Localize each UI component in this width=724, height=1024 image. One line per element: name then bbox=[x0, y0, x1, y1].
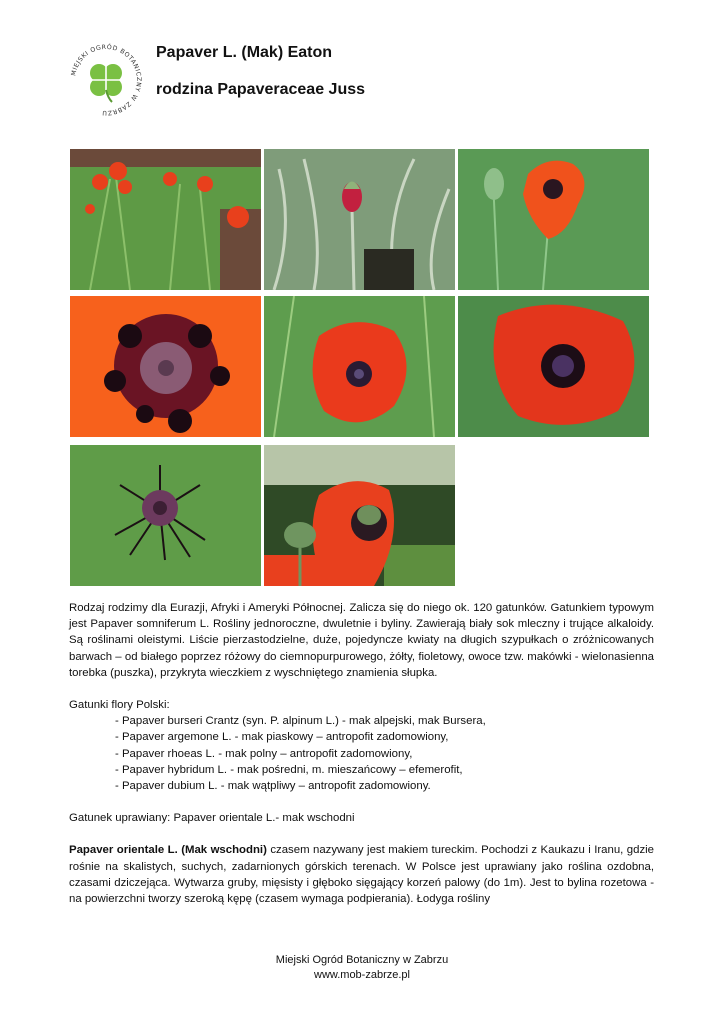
orientale-paragraph bbox=[69, 842, 654, 907]
photo-red-poppy-dark-center bbox=[458, 296, 649, 437]
list-item: - Papaver argemone L. - mak piaskowy – antropofit zadomowiony, bbox=[115, 731, 449, 744]
list-item: - Papaver burseri Crantz (syn. P. alpinum L.) - mak alpejski, mak Bursera, bbox=[115, 715, 486, 728]
page-footer bbox=[0, 953, 724, 983]
cultivated-species-line: Gatunek uprawiany: Papaver orientale L.- mak wschodni bbox=[69, 812, 355, 825]
clover-logo-icon bbox=[66, 40, 146, 120]
flora-heading: Gatunki flory Polski: bbox=[69, 699, 170, 712]
photo-poppy-bud-silver-foliage bbox=[264, 149, 455, 290]
photo-poppy-center-closeup bbox=[70, 296, 261, 437]
footer-institution: Miejski Ogród Botaniczny w Zabrzu bbox=[275, 954, 449, 966]
photo-red-poppy-in-foliage bbox=[264, 296, 455, 437]
list-item: - Papaver dubium L. - mak wątpliwy – antropofit zadomowiony. bbox=[115, 780, 431, 793]
photo-poppies-in-field bbox=[70, 149, 261, 290]
svg-text:MIEJSKI OGRÓD BOTANICZNY W ZAB: MIEJSKI OGRÓD BOTANICZNY W ZABRZU bbox=[70, 43, 143, 117]
orientale-description: czasem nazywany jest makiem tureckim. Pochodzi z Kaukazu i Iranu, gdzie rośnie na skalistych, suchych, zadarnionych górskich terenach. W Polsce jest uprawiany jako roślina ozdobna, czasami dziczejąca. Wytwarza gruby, mięsisty i głęboko sięgający korzeń palowy (do 1m). Jest to bylina rozetowa - na powierzchni tworzy szeroką kępę (czasem wymaga podpierania). Łodyga rośliny bbox=[69, 844, 654, 906]
page-subtitle: rodzina Papaveraceae Juss bbox=[156, 81, 366, 98]
genus-intro-paragraph: Rodzaj rodzimy dla Eurazji, Afryki i Ameryki Północnej. Zalicza się do niego ok. 120 gatunków. Gatunkiem typowym jest Papaver somniferum L. Rośliny jednoroczne, dwuletnie i byliny. Zawierają biały sok mleczny i trujące alkaloidy. Są roślinami oleistymi. Liście pierzastodzielne, duże, pojedyncze kwiaty na długich szypułkach o zróżnicowanych barwach – od białego poprzez różowy do ciemnopurpurowego, żółty, fioletowy, owoce tzw. makówki - wielonasienna torebka (puszka), przykryta wieczkiem z wyschniętego znamienia słupka. bbox=[69, 602, 654, 679]
page-title: Papaver L. (Mak) Eaton bbox=[156, 44, 333, 61]
photo-gallery bbox=[70, 149, 650, 589]
orientale-name: Papaver orientale L. (Mak wschodni) bbox=[69, 844, 267, 857]
species-list bbox=[69, 713, 654, 794]
photo-orange-poppy-flower bbox=[458, 149, 649, 290]
photo-poppy-seed-capsules bbox=[264, 445, 455, 586]
botanic-garden-logo bbox=[66, 40, 146, 120]
photo-poppy-stamens-closeup bbox=[70, 445, 261, 586]
description-text bbox=[69, 600, 654, 907]
list-item: - Papaver rhoeas L. - mak polny – antropofit zadomowiony, bbox=[115, 747, 413, 760]
list-item: - Papaver hybridum L. - mak pośredni, m. mieszańcowy – efemerofit, bbox=[115, 763, 463, 776]
footer-website-link[interactable]: www.mob-zabrze.pl bbox=[314, 969, 410, 981]
